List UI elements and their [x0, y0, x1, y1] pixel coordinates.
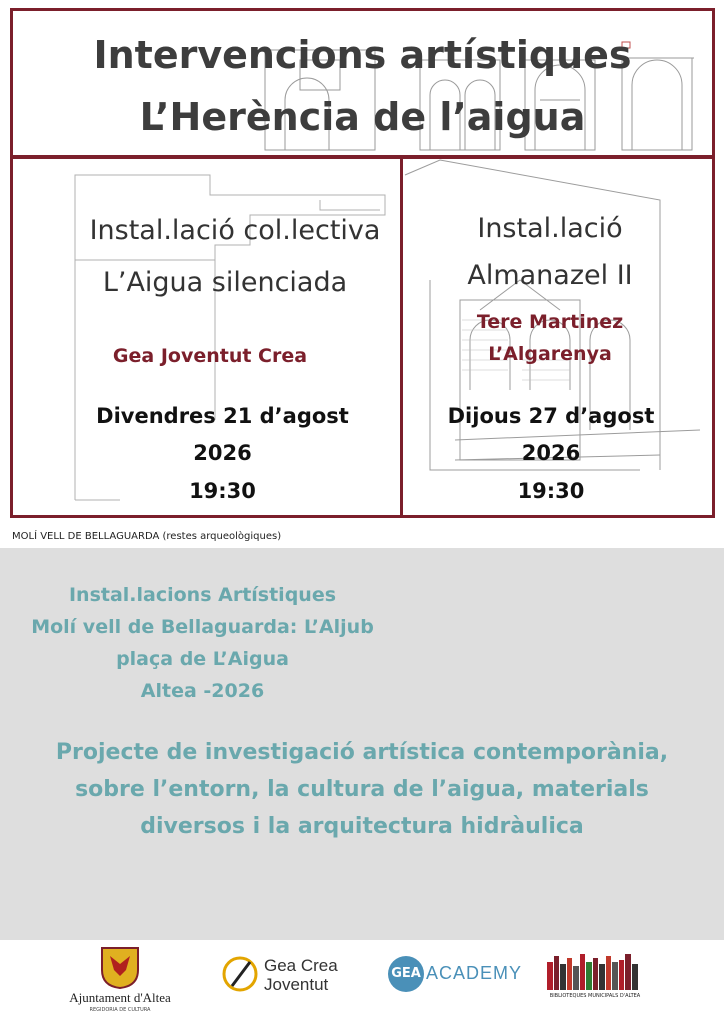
- ajuntament-name: Ajuntament d'Altea: [69, 990, 171, 1005]
- info-band: [0, 548, 724, 940]
- biblioteques-logo: [545, 952, 645, 1012]
- project-line3: diversos i la arquitectura hidràulica: [140, 814, 584, 839]
- coat-of-arms-icon: [60, 944, 180, 990]
- gea-crea-line2: Joventut: [264, 975, 329, 994]
- gea-academy-logo: [388, 956, 523, 992]
- right-year: 2026: [521, 441, 581, 465]
- left-time: 19:30: [189, 479, 256, 503]
- gea-crea-joventut-logo: [220, 952, 350, 1008]
- info-line3: plaça de L’Aigua: [116, 648, 289, 670]
- project-line1: Projecte de investigació artística contemporània,: [55, 740, 669, 765]
- left-artist: Gea Joventut Crea: [112, 345, 308, 367]
- gea-spiral-icon: [220, 952, 262, 996]
- info-line1: Instal.lacions Artístiques: [68, 584, 337, 606]
- right-date: Dijous 27 d’agost: [447, 404, 655, 428]
- gea-crea-line1: Gea Crea: [264, 956, 338, 975]
- poster-title-line1: Intervencions artístiques: [93, 33, 632, 77]
- right-time: 19:30: [517, 479, 585, 503]
- books-icon: [545, 952, 645, 992]
- info-line4: Altea -2026: [140, 680, 265, 702]
- project-line2: sobre l’entorn, la cultura de l’aigua, materials: [75, 777, 649, 802]
- left-date: Divendres 21 d’agost: [96, 404, 349, 428]
- sponsor-footer: [0, 940, 724, 1024]
- site-caption: MOLÍ VELL DE BELLAGUARDA (restes arqueològiques): [12, 531, 282, 542]
- poster-title-line2: L’Herència de l’aigua: [139, 95, 586, 139]
- left-installation-name: L’Aigua silenciada: [102, 267, 348, 298]
- left-year: 2026: [193, 441, 252, 465]
- info-line2: Molí vell de Bellaguarda: L’Aljub: [31, 616, 374, 638]
- gea-academy-text: ACADEMY: [426, 963, 523, 983]
- left-installation-type: Instal.lació col.lectiva: [89, 215, 381, 246]
- right-installation-name: Almanazel II: [467, 260, 633, 291]
- right-artist-collective: L’Algarenya: [488, 343, 612, 365]
- right-installation-type: Instal.lació: [477, 213, 623, 244]
- ajuntament-altea-logo: [60, 944, 180, 1018]
- biblioteques-name: BIBLIOTEQUES MUNICIPALS D'ALTEA: [549, 993, 641, 999]
- gea-academy-badge: GEA: [388, 956, 424, 992]
- ajuntament-dept: REGIDORIA DE CULTURA: [89, 1007, 151, 1013]
- right-artist: Tere Martinez: [476, 311, 624, 333]
